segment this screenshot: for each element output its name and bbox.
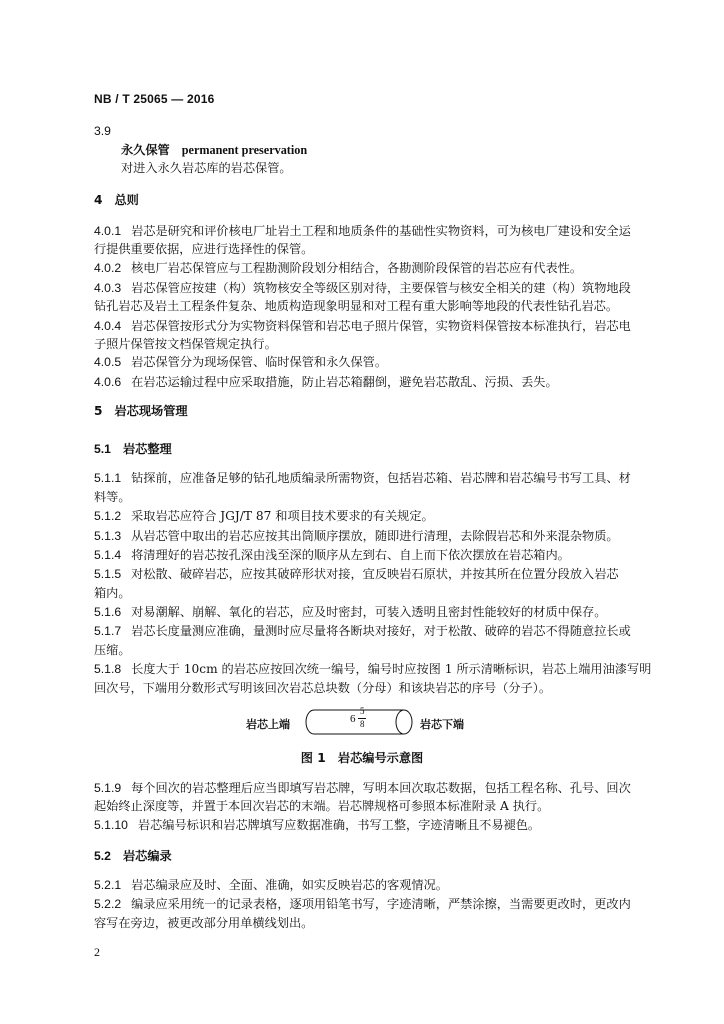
clause-3-9-term [121,141,697,159]
clause-5-1-7: 5.1.7 岩芯长度量测应准确，量测时应尽量将各断块对接好，对于松散、破碎的岩芯不得随意拉长或 [94,624,631,638]
section-4-heading: 4 总则 [94,193,139,207]
clause-5-1-10: 5.1.10 岩芯编号标识和岩芯牌填写应数据准确，书写工整，字迹清晰且不易褪色。 [94,818,541,832]
clause-5-2-2: 5.2.2 编录应采用统一的记录表格，逐项用铅笔书写，字迹清晰，严禁涂擦，当需要更改时，更改内 [94,897,631,911]
clause-5-1-9-cont: 起始终止深度等，并置于本回次岩芯的末端。岩芯牌规格可参照本标准附录 A 执行。 [94,799,550,813]
clause-4-0-5: 4.0.5 岩芯保管分为现场保管、临时保管和永久保管。 [94,355,388,369]
clause-5-1-9: 5.1.9 每个回次的岩芯整理后应当即填写岩芯牌，写明本回次取芯数据，包括工程名称、孔号、回次 [94,781,631,795]
section-5-1-heading: 5.1 岩芯整理 [94,442,172,456]
figure-caption: 图 1 岩芯编号示意图 [300,751,424,765]
term-zh: 永久保管 [121,143,170,157]
figure-label-bottom-end: 岩芯下端 [420,718,464,731]
clause-3-9-definition: 对进入永久岩芯库的岩芯保管。 [121,161,292,175]
page-number: 2 [94,945,100,959]
clause-4-0-3-cont: 钻孔岩芯及岩土工程条件复杂、地质构造现象明显和对工程有重大影响等地段的代表性钻孔岩芯。 [94,299,619,313]
clause-5-2-2-cont: 容写在旁边，被更改部分用单横线划出。 [94,916,314,930]
clause-4-0-4: 4.0.4 岩芯保管按形式分为实物资料保管和岩芯电子照片保管，实物资料保管按本标准执行，岩芯电 [94,319,631,333]
clause-4-0-1-cont: 行提供重要依据，应进行选择性的保管。 [94,242,314,256]
clause-5-1-4: 5.1.4 将清理好的岩芯按孔深由浅至深的顺序从左到右、自上而下依次摆放在岩芯箱内。 [94,548,570,562]
clause-5-1-8: 5.1.8 长度大于 10cm 的岩芯应按回次统一编号，编号时应按图 1 所示清晰标识，岩芯上端用油漆写明 [94,662,652,676]
core-number-whole: 6 [350,713,356,725]
clause-4-0-6: 4.0.6 在岩芯运输过程中应采取措施，防止岩芯箱翻倒，避免岩芯散乱、污损、丢失。 [94,375,558,389]
clause-5-1-3: 5.1.3 从岩芯管中取出的岩芯应按其出筒顺序摆放，随即进行清理，去除假岩芯和外来混杂物质。 [94,529,619,543]
clause-4-0-3: 4.0.3 岩芯保管应按建（构）筑物核安全等级区别对待，主要保管与核安全相关的建（构）筑物地段 [94,281,631,295]
clause-5-1-5-cont: 箱内。 [94,586,131,600]
section-5-heading: 5 岩芯现场管理 [94,404,188,418]
section-5-2-heading: 5.2 岩芯编录 [94,849,172,863]
core-number-numerator: 5 [360,706,365,716]
core-number-denominator: 8 [360,719,365,729]
clause-4-0-4-cont: 子照片保管按文档保管规定执行。 [94,337,277,351]
term-en: permanent preservation [181,143,308,157]
clause-3-9-number: 3.9 [94,124,111,138]
figure-label-top-end: 岩芯上端 [246,718,290,731]
clause-5-1-7-cont: 压缩。 [94,643,131,657]
clause-5-1-1: 5.1.1 钻探前，应准备足够的钻孔地质编录所需物资，包括岩芯箱、岩芯牌和岩芯编号书写工具、材 [94,471,631,485]
clause-5-2-1: 5.2.1 岩芯编录应及时、全面、准确，如实反映岩芯的客观情况。 [94,878,448,892]
clause-5-1-6: 5.1.6 对易潮解、崩解、氧化的岩芯，应及时密封，可装入透明且密封性能较好的材质中保存。 [94,605,607,619]
clause-5-1-8-cont: 回次号，下端用分数形式写明该回次岩芯总块数（分母）和该块岩芯的序号（分子）。 [94,681,552,695]
clause-5-1-1-cont: 料等。 [94,490,131,504]
clause-4-0-2: 4.0.2 核电厂岩芯保管应与工程勘测阶段划分相结合，各勘测阶段保管的岩芯应有代表性。 [94,261,583,275]
clause-4-0-1: 4.0.1 岩芯是研究和评价核电厂址岩土工程和地质条件的基础性实物资料，可为核电厂建设和安全运 [94,224,631,238]
clause-5-1-5: 5.1.5 对松散、破碎岩芯，应按其破碎形状对接，宜反映岩石原状，并按其所在位置分段放入岩芯 [94,567,619,581]
clause-5-1-2: 5.1.2 采取岩芯应符合 JGJ/T 87 和项目技术要求的有关规定。 [94,509,434,523]
document-header: NB / T 25065 — 2016 [94,92,215,106]
